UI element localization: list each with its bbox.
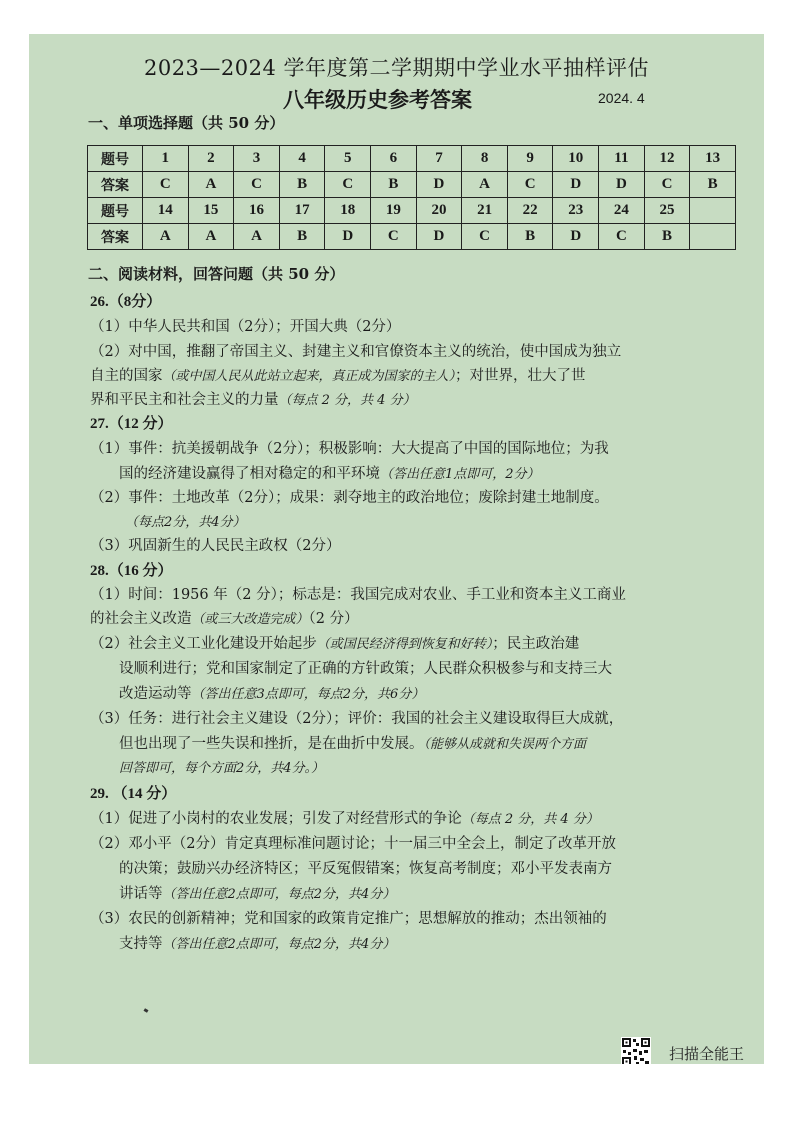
q26-part2-line2	[90, 364, 586, 385]
text: （2 分）	[308, 611, 359, 627]
q28-part3-line1: （3）任务：进行社会主义建设（2分）；评价：我国的社会主义建设取得巨大成就，	[90, 711, 624, 727]
scoring-note: （能够从成就和失误两个方面	[423, 737, 587, 752]
answer-cell: D	[416, 172, 462, 198]
question-number-cell: 17	[279, 198, 325, 224]
q29-part2-line3	[119, 882, 395, 903]
q26-heading: 26.（8分）	[90, 294, 162, 310]
q29-part3-line1: （3）农民的创新精神；党和国家的政策肯定推广；思想解放的推动；杰出领袖的	[90, 911, 607, 927]
scanner-watermark: 扫描全能王	[669, 1045, 745, 1063]
question-number-cell: 11	[599, 146, 645, 172]
scoring-note: （每点 2 分，共 4 分）	[278, 393, 416, 408]
q27-part2-note: （每点2分，共4分）	[125, 515, 246, 530]
answer-cell: C	[234, 172, 280, 198]
row-label: 题号	[88, 146, 143, 172]
answer-cell: D	[325, 224, 371, 250]
text: 自主的国家	[90, 368, 163, 384]
q29-part2-line2: 的决策；鼓励兴办经济特区；平反冤假错案；恢复高考制度；邓小平发表南方	[119, 861, 612, 877]
answer-cell: B	[644, 224, 690, 250]
question-number-cell: 13	[690, 146, 736, 172]
answer-cell: C	[325, 172, 371, 198]
q29-part1	[90, 807, 599, 828]
q28-part2-line3	[119, 682, 424, 703]
q28-part3-line2	[119, 732, 586, 753]
document-subtitle: 八年级历史参考答案	[283, 88, 472, 112]
question-number-cell: 14	[143, 198, 189, 224]
text: （2）社会主义工业化建设开始起步	[90, 636, 317, 652]
answer-row-2	[88, 224, 736, 250]
row-label: 题号	[88, 198, 143, 224]
text: （1）促进了小岗村的农业发展；引发了对经营形式的争论	[90, 811, 462, 827]
text: 讲话等	[119, 886, 163, 902]
answer-sheet-page	[29, 34, 764, 1064]
q28-part2-line2: 设顺利进行；党和国家制定了正确的方针政策；人民群众积极参与和支持三大	[119, 661, 612, 677]
answer-cell: A	[188, 172, 234, 198]
question-number-cell: 20	[416, 198, 462, 224]
answer-cell: D	[416, 224, 462, 250]
answer-row-1	[88, 172, 736, 198]
answer-cell: D	[553, 224, 599, 250]
answer-cell: A	[234, 224, 280, 250]
q26-part2-line1: （2）对中国，推翻了帝国主义、封建主义和官僚资本主义的统治，使中国成为独立	[90, 344, 622, 360]
question-number-cell: 1	[143, 146, 189, 172]
question-number-cell: 19	[371, 198, 417, 224]
question-number-cell: 23	[553, 198, 599, 224]
q27-part1-line1: （1）事件：抗美援朝战争（2分）；积极影响：大大提高了中国的国际地位；为我	[90, 441, 609, 457]
text: 的社会主义改造	[90, 611, 192, 627]
answer-cell: B	[371, 172, 417, 198]
scoring-note: （答出任意1点即可，2分）	[380, 467, 540, 482]
answer-cell: D	[599, 172, 645, 198]
q27-heading: 27.（12 分）	[90, 416, 173, 432]
question-number-cell	[690, 198, 736, 224]
answer-cell: C	[143, 172, 189, 198]
question-number-cell: 12	[644, 146, 690, 172]
scoring-note: （或国民经济得到恢复和好转）	[316, 637, 493, 652]
row-label: 答案	[88, 172, 143, 198]
answer-cell: C	[507, 172, 553, 198]
scoring-note: （或三大改造完成）	[191, 612, 309, 627]
stray-mark	[144, 1008, 149, 1013]
text: 支持等	[119, 936, 163, 952]
scoring-note: （答出任意2点即可，每点2分，共4分）	[162, 887, 396, 902]
question-number-cell: 10	[553, 146, 599, 172]
section1-heading: 一、单项选择题（共 50 分）	[88, 114, 285, 132]
answer-cell: B	[279, 172, 325, 198]
question-number-cell: 18	[325, 198, 371, 224]
question-number-cell: 25	[644, 198, 690, 224]
answer-cell: C	[599, 224, 645, 250]
text: 改造运动等	[119, 686, 192, 702]
q29-part3-line2	[119, 932, 395, 953]
text: 但也出现了一些失误和挫折，是在曲折中发展。	[119, 736, 424, 752]
q28-part3-note: 回答即可，每个方面2分，共4分。）	[119, 761, 325, 776]
q28-part1-line2	[90, 607, 359, 628]
question-number-cell: 8	[462, 146, 508, 172]
question-number-cell: 24	[599, 198, 645, 224]
text: ；对世界，壮大了世	[455, 368, 586, 384]
row-label: 答案	[88, 224, 143, 250]
text: ；民主政治建	[492, 636, 580, 652]
answer-cell	[690, 224, 736, 250]
question-number-cell: 21	[462, 198, 508, 224]
scoring-note: （答出任意3点即可，每点2分，共6分）	[191, 687, 425, 702]
question-number-cell: 3	[234, 146, 280, 172]
question-number-cell: 4	[279, 146, 325, 172]
answer-cell: B	[279, 224, 325, 250]
text: 界和平民主和社会主义的力量	[90, 392, 279, 408]
q29-heading: 29. （14 分）	[90, 786, 177, 802]
q27-part1-line2	[119, 462, 540, 483]
question-row-2	[88, 198, 736, 224]
answer-table	[87, 145, 736, 250]
q28-part2-line1	[90, 632, 579, 653]
document-title: 2023—2024 学年度第二学期期中学业水平抽样评估	[143, 56, 650, 80]
question-number-cell: 2	[188, 146, 234, 172]
q27-part2-line1: （2）事件：土地改革（2分）；成果：剥夺地主的政治地位；废除封建土地制度。	[90, 490, 609, 506]
q26-part1: （1）中华人民共和国（2分）；开国大典（2分）	[90, 319, 401, 335]
question-row-1	[88, 146, 736, 172]
q29-part2-line1: （2）邓小平（2分）肯定真理标准问题讨论；十一届三中全会上，制定了改革开放	[90, 836, 616, 852]
q26-part2-line3	[90, 388, 416, 409]
q27-part3: （3）巩固新生的人民民主政权（2分）	[90, 538, 341, 554]
question-number-cell: 9	[507, 146, 553, 172]
question-number-cell: 16	[234, 198, 280, 224]
text: 国的经济建设赢得了相对稳定的和平环境	[119, 466, 380, 482]
answer-cell: B	[690, 172, 736, 198]
qr-code-icon	[621, 1037, 651, 1064]
scoring-note: （或中国人民从此站立起来，真正成为国家的主人）	[162, 369, 456, 384]
section2-heading: 二、阅读材料，回答问题（共 50 分）	[88, 265, 345, 283]
question-number-cell: 15	[188, 198, 234, 224]
q28-heading: 28.（16 分）	[90, 563, 173, 579]
answer-cell: A	[462, 172, 508, 198]
answer-cell: D	[553, 172, 599, 198]
question-number-cell: 6	[371, 146, 417, 172]
answer-cell: C	[462, 224, 508, 250]
scoring-note: （答出任意2点即可，每点2分，共4分）	[162, 937, 396, 952]
question-number-cell: 5	[325, 146, 371, 172]
answer-cell: C	[371, 224, 417, 250]
answer-cell: A	[143, 224, 189, 250]
scoring-note: （每点 2 分，共 4 分）	[461, 812, 599, 827]
question-number-cell: 22	[507, 198, 553, 224]
answer-cell: A	[188, 224, 234, 250]
answer-cell: C	[644, 172, 690, 198]
answer-cell: B	[507, 224, 553, 250]
question-number-cell: 7	[416, 146, 462, 172]
q28-part1-line1: （1）时间：1956 年（2 分）；标志是：我国完成对农业、手工业和资本主义工商业	[90, 587, 626, 603]
document-date: 2024. 4	[598, 90, 645, 106]
